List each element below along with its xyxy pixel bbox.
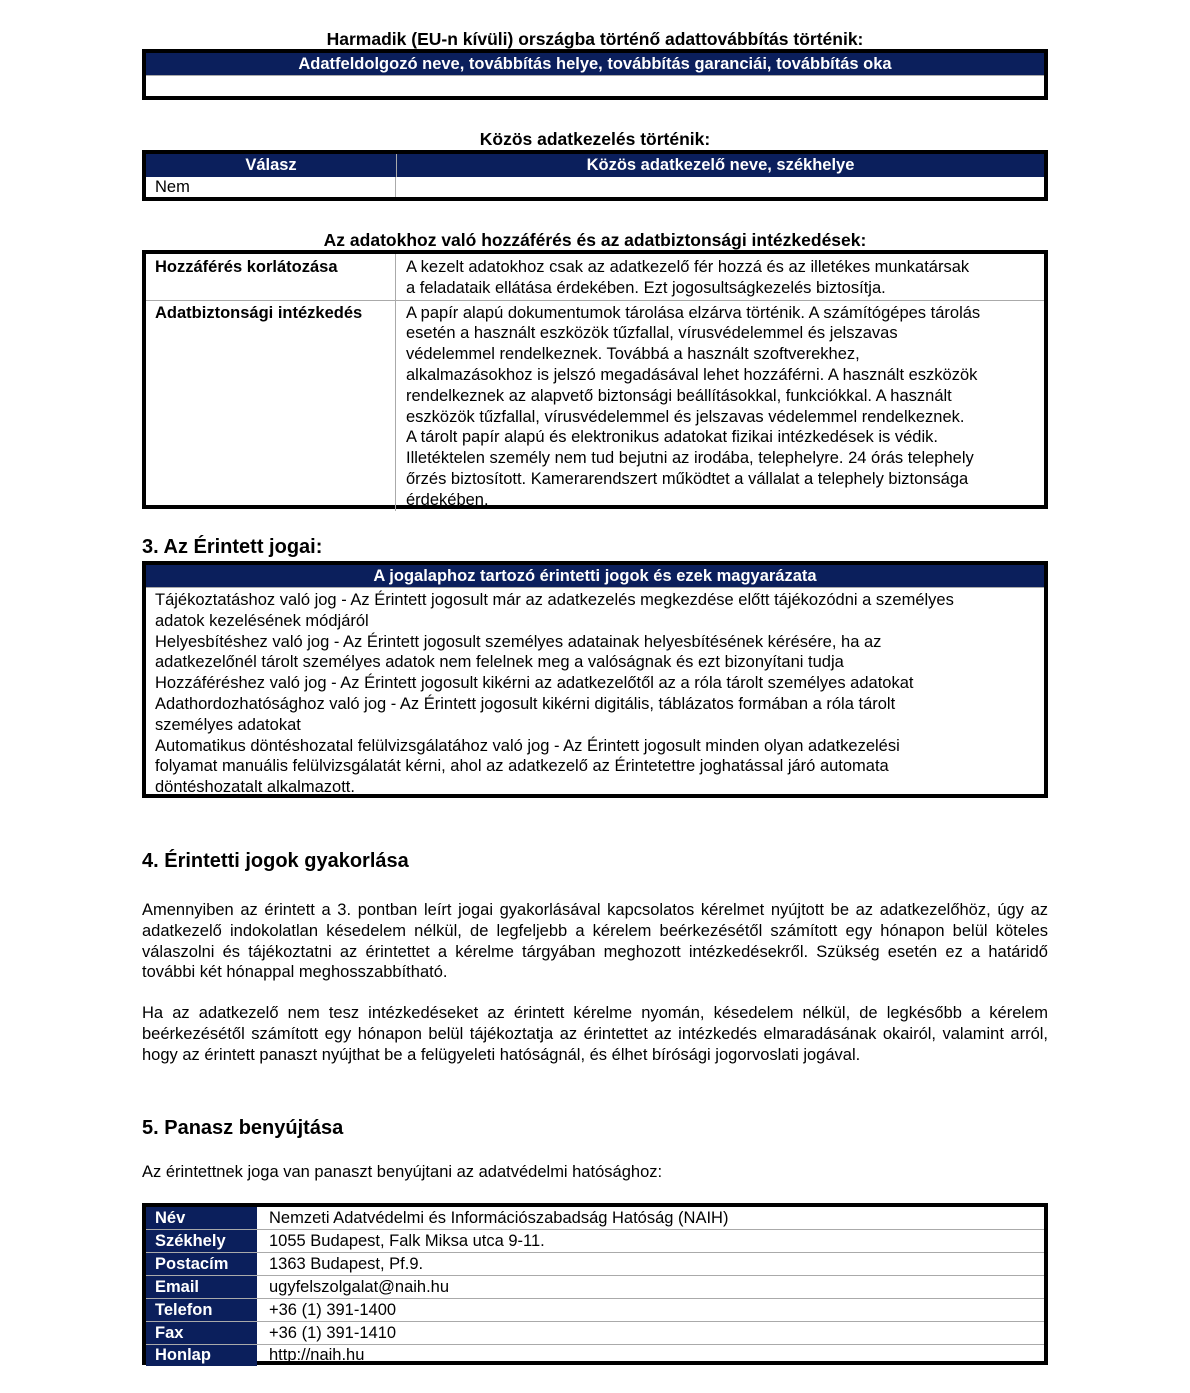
- right-line: Adathordozhatósághoz való jog - Az Érintett jogosult kikérni digitális, táblázatos formában a róla tárolt: [155, 694, 896, 713]
- right-line: Hozzáféréshez való jog - Az Érintett jogosult kikérni az adatkezelőtől az a róla tárolt személyes adatokat: [155, 674, 914, 693]
- text-line: A tárolt papír alapú és elektronikus adatokat fizikai intézkedések is védik.: [406, 428, 938, 447]
- authority-label: Név: [146, 1207, 257, 1229]
- authority-label: Telefon: [146, 1299, 257, 1321]
- authority-row: [146, 1230, 1044, 1253]
- joint-control-name: [396, 177, 1044, 197]
- authority-value: +36 (1) 391-1400: [269, 1301, 397, 1319]
- right-line: Tájékoztatáshoz való jog - Az Érintett jogosult már az adatkezelés megkezdése előtt tájékozódni a személyes: [155, 591, 954, 609]
- text-line: védelemmel rendelkeznek. Továbbá a használt szoftverekhez,: [406, 345, 860, 364]
- joint-control-table: [142, 150, 1048, 201]
- security-label-access: Hozzáférés korlátozása: [146, 254, 396, 300]
- third-country-header: Adatfeldolgozó neve, továbbítás helye, továbbítás garanciái, továbbítás oka: [146, 53, 1044, 76]
- right-line: Automatikus döntéshozatal felülvizsgálatához való jog - Az Érintett jogosult minden olyan adatkezelési: [155, 736, 900, 755]
- joint-control-answer: Nem: [146, 177, 396, 197]
- security-value-access: [396, 254, 1044, 300]
- third-country-title: Harmadik (EU-n kívüli) országba történő adattovábbítás történik:: [326, 29, 864, 49]
- security-value-measures: [396, 301, 1044, 511]
- text-line: A kezelt adatokhoz csak az adatkezelő fér hozzá és az illetékes munkatársak: [406, 258, 970, 276]
- joint-control-header-name: Közös adatkezelő neve, székhelye: [586, 156, 855, 174]
- exercise-paragraph-2: Ha az adatkezelő nem tesz intézkedéseket az érintett kérelme nyomán, késedelem nélkül, de legkésőbb a kérelem beérkezésétől számított egy hónapon belül tájékoztatja az érintettet az intézkedés elmaradásának okairól, valamint arról, hogy az érintett panaszt nyújthat be a felügyeleti hatóságnál, és élhet bírósági jogorvoslati jogával.: [142, 1004, 1048, 1064]
- authority-label: Email: [146, 1276, 257, 1298]
- right-line: személyes adatokat: [155, 715, 301, 734]
- text-line: eszközök tűzfallal, vírusvédelemmel és jelszavas védelemmel rendelkeznek.: [406, 407, 965, 426]
- text-line: esetén a használt eszközök tűzfallal, vírusvédelemmel és jelszavas: [406, 324, 898, 343]
- authority-label: Fax: [146, 1322, 257, 1344]
- rights-table: [142, 561, 1048, 798]
- security-row-access: [146, 254, 1044, 301]
- security-row-measures: [146, 301, 1044, 511]
- complaint-heading: 5. Panasz benyújtása: [142, 1117, 344, 1139]
- text-line: A papír alapú dokumentumok tárolása elzárva történik. A számítógépes tárolás: [406, 303, 981, 322]
- joint-control-header-answer: Válasz: [146, 154, 397, 177]
- right-line: folyamat manuális felülvizsgálatát kérni, ahol az adatkezelő az Érintetettre joghatással járó automata: [155, 757, 889, 776]
- rights-header: A jogalaphoz tartozó érintetti jogok és ezek magyarázata: [146, 565, 1044, 588]
- exercise-paragraph-1: Amennyiben az érintett a 3. pontban leírt jogai gyakorlásával kapcsolatos kérelmet nyújtott be az adatkezelőhöz, úgy az adatkezelő indokolatlan késedelem nélkül, de legfeljebb a kérelem beérkezésétől számított egy hónapon belül köteles válaszolni és tájékoztatni az érintettet a kérelme tárgyában meghozott intézkedésekről. Szükség esetén ez a határidő további két hónappal meghosszabbítható.: [142, 901, 1048, 982]
- authority-value: +36 (1) 391-1410: [269, 1324, 397, 1342]
- authority-website-link[interactable]: http://naih.hu: [269, 1346, 365, 1364]
- right-line: Helyesbítéshez való jog - Az Érintett jogosult személyes adatainak helyesbítésének kérésére, ha az: [155, 632, 882, 651]
- complaint-intro: Az érintettnek joga van panaszt benyújtani az adatvédelmi hatósághoz:: [142, 1163, 663, 1181]
- authority-label: Honlap: [146, 1345, 257, 1366]
- text-line: Illetéktelen személy nem tud bejutni az irodába, telephelyre. 24 órás telephely: [406, 449, 974, 468]
- authority-row: [146, 1207, 1044, 1230]
- authority-label: Postacím: [146, 1253, 257, 1275]
- rights-body: [146, 588, 1044, 798]
- authority-label: Székhely: [146, 1230, 257, 1252]
- authority-email[interactable]: ugyfelszolgalat@naih.hu: [269, 1278, 450, 1296]
- authority-row: [146, 1322, 1044, 1345]
- authority-row: [146, 1253, 1044, 1276]
- right-line: adatok kezelésének módjáról: [155, 611, 369, 630]
- text-line: rendelkeznek az alapvető biztonsági beállításokkal, funkciókkal. A használt: [406, 386, 952, 405]
- security-label-measures: Adatbiztonsági intézkedés: [146, 301, 396, 511]
- joint-control-title: Közös adatkezelés történik:: [479, 129, 711, 149]
- authority-row: [146, 1345, 1044, 1366]
- right-line: döntéshozatalt alkalmazott.: [155, 778, 355, 797]
- authority-row: [146, 1276, 1044, 1299]
- authority-table: [142, 1203, 1048, 1365]
- exercise-heading: 4. Érintetti jogok gyakorlása: [142, 850, 409, 872]
- third-country-value: [146, 76, 1044, 97]
- third-country-table: [142, 49, 1048, 100]
- text-line: alkalmazásokhoz is jelszó megadásával lehet hozzáférni. A használt eszközök: [406, 365, 978, 384]
- text-line: a feladataik ellátása érdekében. Ezt jogosultságkezelés biztosítja.: [406, 278, 886, 297]
- right-line: adatkezelőnél tárolt személyes adatok nem felelnek meg a valóságnak és ezt bizonyítani tudja: [155, 653, 844, 672]
- text-line: érdekében.: [406, 490, 489, 509]
- security-table: [142, 250, 1048, 509]
- rights-heading: 3. Az Érintett jogai:: [142, 536, 323, 558]
- authority-row: [146, 1299, 1044, 1322]
- authority-value: Nemzeti Adatvédelmi és Információszabadság Hatóság (NAIH): [269, 1209, 729, 1227]
- authority-value: 1363 Budapest, Pf.9.: [269, 1255, 424, 1273]
- authority-value: 1055 Budapest, Falk Miksa utca 9-11.: [269, 1232, 545, 1250]
- security-title: Az adatokhoz való hozzáférés és az adatbiztonsági intézkedések:: [323, 230, 867, 250]
- text-line: őrzés biztosított. Kamerarendszert működtet a vállalat a telephely biztonsága: [406, 469, 969, 488]
